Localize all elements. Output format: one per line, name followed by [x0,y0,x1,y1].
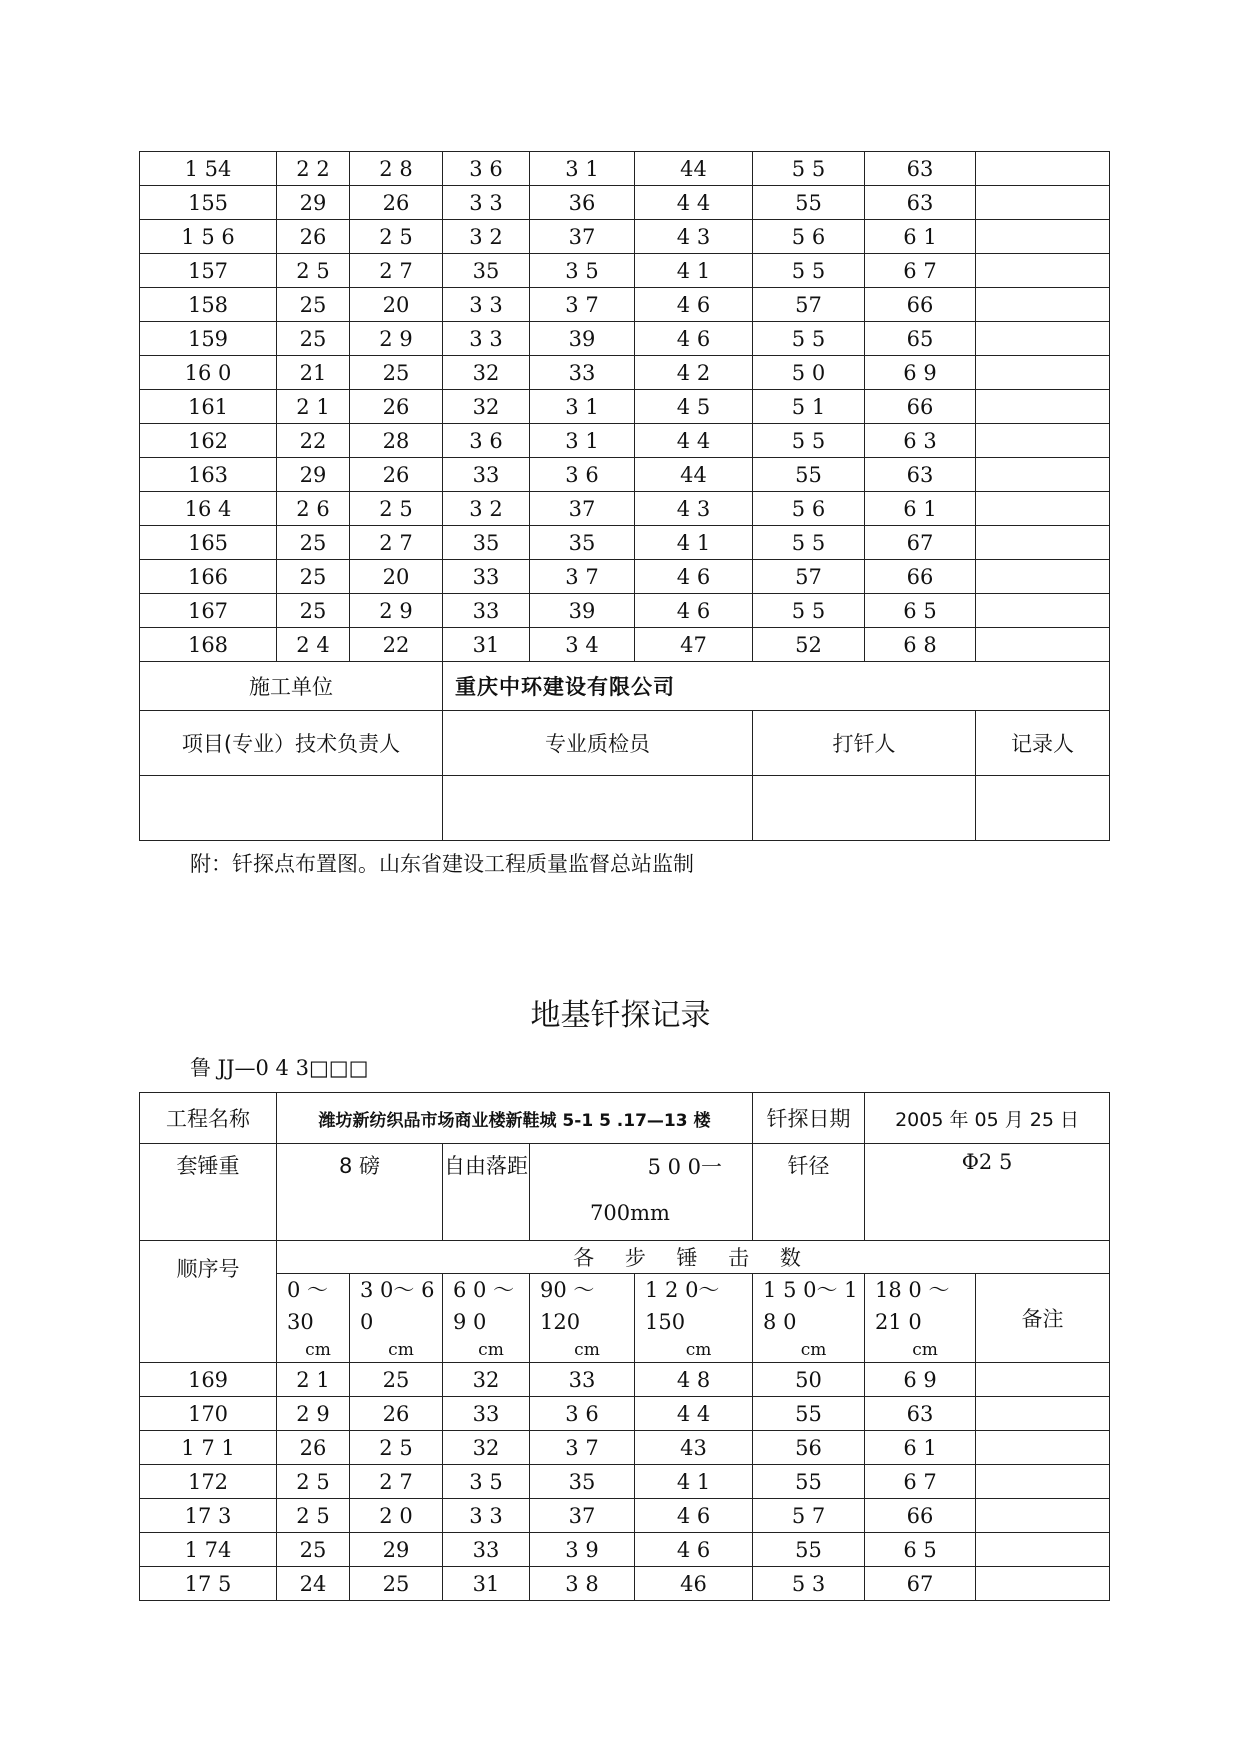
probe-record-table [139,1092,1110,1601]
blow-count-cell: 4 6 [635,1533,753,1567]
blow-count-cell: 6 5 [865,1533,976,1567]
blow-count-cell: 63 [865,458,976,492]
blow-count-cell: 2 5 [277,1465,350,1499]
blow-count-cell: 52 [753,628,865,662]
construction-unit-value: 重庆中环建设有限公司 [443,662,1110,711]
table-row [140,1499,1110,1533]
sequence-number-cell: 163 [140,458,277,492]
quality-inspector-label: 专业质检员 [443,711,753,776]
blow-count-cell: 6 1 [865,220,976,254]
blow-count-cell: 44 [635,152,753,186]
remark-cell [976,1465,1110,1499]
blow-count-cell: 25 [350,356,443,390]
depth-range-text: 3 0～ 6 0 [360,1278,435,1334]
sequence-number-cell: 169 [140,1363,277,1397]
blow-count-cell: 4 6 [635,560,753,594]
blow-count-cell: 2 0 [350,1499,443,1533]
blow-count-cell: 6 8 [865,628,976,662]
blow-count-cell: 44 [635,458,753,492]
blow-count-cell: 33 [443,1533,530,1567]
sequence-number-cell: 170 [140,1397,277,1431]
blow-count-cell: 3 9 [530,1533,635,1567]
blow-count-cell: 28 [350,424,443,458]
free-drop-value [530,1144,753,1241]
blow-count-cell: 26 [350,1397,443,1431]
blow-count-cell: 6 9 [865,356,976,390]
blow-count-cell: 33 [530,356,635,390]
sequence-number-cell: 168 [140,628,277,662]
blow-count-cell: 25 [277,560,350,594]
blow-count-cell: 26 [277,220,350,254]
blow-count-cell: 37 [530,492,635,526]
prober-signature [753,776,976,841]
technical-lead-signature [140,776,443,841]
prober-label: 打钎人 [753,711,976,776]
signature-row [140,776,1110,841]
blow-count-cell: 4 6 [635,1499,753,1533]
depth-range-text: 1 2 0～ 150 [645,1278,720,1334]
blow-count-cell: 6 9 [865,1363,976,1397]
blow-count-cell: 25 [277,322,350,356]
blow-count-cell: 57 [753,560,865,594]
remark-cell [976,458,1110,492]
blow-count-cell: 25 [277,526,350,560]
project-name-value: 潍坊新纺织品市场商业楼新鞋城 5-1 5 .17—13 楼 [277,1093,753,1144]
blow-count-cell: 55 [753,186,865,220]
remark-cell [976,1363,1110,1397]
blow-count-cell: 35 [530,1465,635,1499]
blow-count-cell: 3 6 [443,152,530,186]
depth-unit-text: cm [388,1340,414,1360]
blow-count-cell: 26 [350,390,443,424]
blow-count-cell: 33 [443,560,530,594]
blow-count-cell: 25 [350,1567,443,1601]
table-row [140,288,1110,322]
blow-count-cell: 37 [530,1499,635,1533]
blow-count-cell: 50 [753,1363,865,1397]
sequence-number-cell: 1 7 1 [140,1431,277,1465]
depth-unit-text: cm [305,1340,331,1360]
blow-count-cell: 3 3 [443,186,530,220]
table-row [140,356,1110,390]
sequence-number-cell: 165 [140,526,277,560]
blow-count-cell: 29 [277,458,350,492]
blow-count-cell: 3 1 [530,390,635,424]
sequence-number-cell: 17 5 [140,1567,277,1601]
remark-cell [976,628,1110,662]
blow-count-cell: 57 [753,288,865,322]
project-row [140,1093,1110,1144]
blow-count-cell: 35 [443,254,530,288]
table-row [140,594,1110,628]
sequence-number-label: 顺序号 [140,1241,277,1363]
depth-range-header [530,1274,635,1363]
blow-count-cell: 63 [865,186,976,220]
blow-count-cell: 2 5 [350,220,443,254]
blow-count-cell: 22 [277,424,350,458]
depth-unit-text: cm [800,1340,827,1360]
blow-count-cell: 24 [277,1567,350,1601]
blow-count-cell: 6 5 [865,594,976,628]
blow-count-cell: 4 6 [635,322,753,356]
remark-cell [976,1431,1110,1465]
blow-count-cell: 33 [530,1363,635,1397]
blow-count-cell: 4 6 [635,594,753,628]
probe-date-label: 钎探日期 [753,1093,865,1144]
hammer-weight-label: 套锤重 [140,1144,277,1241]
blow-count-cell: 2 9 [277,1397,350,1431]
blow-count-cell: 3 4 [530,628,635,662]
blow-count-cell: 3 7 [530,288,635,322]
depth-range-text: 0 ～ 30 [287,1278,329,1334]
remark-cell [976,560,1110,594]
blow-count-cell: 5 3 [753,1567,865,1601]
blow-count-cell: 4 6 [635,288,753,322]
table-row [140,220,1110,254]
remark-cell [976,1533,1110,1567]
blow-count-cell: 5 5 [753,254,865,288]
blows-header-row [140,1241,1110,1274]
blow-count-cell: 63 [865,152,976,186]
blow-count-cell: 2 6 [277,492,350,526]
blow-count-cell: 4 1 [635,254,753,288]
blow-count-cell: 63 [865,1397,976,1431]
blow-count-cell: 67 [865,1567,976,1601]
blow-count-cell: 43 [635,1431,753,1465]
blow-count-cell: 3 2 [443,492,530,526]
construction-unit-label: 施工单位 [140,662,443,711]
blow-count-cell: 35 [530,526,635,560]
sequence-number-cell: 16 4 [140,492,277,526]
project-name-label: 工程名称 [140,1093,277,1144]
blow-count-cell: 6 1 [865,492,976,526]
blow-count-cell: 6 7 [865,1465,976,1499]
blow-count-cell: 25 [350,1363,443,1397]
blow-count-cell: 32 [443,1431,530,1465]
blow-count-cell: 5 6 [753,492,865,526]
blow-count-cell: 2 1 [277,1363,350,1397]
table-row [140,152,1110,186]
blow-count-cell: 3 8 [530,1567,635,1601]
blow-count-cell: 31 [443,628,530,662]
depth-unit-text: cm [685,1340,712,1360]
blow-count-cell: 5 7 [753,1499,865,1533]
blow-count-cell: 3 6 [443,424,530,458]
table-row [140,628,1110,662]
blow-count-cell: 55 [753,1533,865,1567]
remark-cell [976,1567,1110,1601]
blow-count-cell: 67 [865,526,976,560]
blow-count-cell: 3 6 [530,1397,635,1431]
depth-range-text: 18 0 ～ 21 0 [875,1278,950,1334]
remark-cell [976,322,1110,356]
blow-count-cell: 39 [530,322,635,356]
blow-count-cell: 2 5 [277,254,350,288]
blow-count-cell: 6 1 [865,1431,976,1465]
blow-count-cell: 33 [443,1397,530,1431]
blow-count-cell: 25 [277,1533,350,1567]
blow-count-cell: 3 3 [443,322,530,356]
table-row [140,424,1110,458]
blow-count-cell: 6 3 [865,424,976,458]
depth-range-text: 1 5 0～ 1 8 0 [763,1278,858,1334]
blow-count-cell: 4 5 [635,390,753,424]
blow-count-cell: 47 [635,628,753,662]
table-row [140,458,1110,492]
blow-count-cell: 5 5 [753,526,865,560]
blow-count-cell: 56 [753,1431,865,1465]
blow-count-cell: 2 9 [350,322,443,356]
remark-cell [976,254,1110,288]
remark-header: 备注 [976,1274,1110,1363]
form-code: 鲁 JJ—0 4 3□□□ [190,1056,369,1080]
blow-count-cell: 6 7 [865,254,976,288]
table-row [140,1431,1110,1465]
hammer-weight-value: 8 磅 [277,1144,443,1241]
remark-cell [976,424,1110,458]
table-row [140,492,1110,526]
rod-diameter-value: Φ2 5 [865,1144,1110,1241]
table-row [140,1533,1110,1567]
table-row [140,254,1110,288]
sequence-number-cell: 159 [140,322,277,356]
remark-cell [976,1397,1110,1431]
blow-count-cell: 32 [443,1363,530,1397]
remark-cell [976,390,1110,424]
sequence-number-cell: 157 [140,254,277,288]
blow-count-cell: 35 [443,526,530,560]
table-row [140,560,1110,594]
rod-diameter-label: 钎径 [753,1144,865,1241]
blow-count-cell: 3 7 [530,560,635,594]
remark-cell [976,492,1110,526]
free-drop-value-line2: 700mm [590,1201,670,1225]
blow-count-cell: 3 5 [443,1465,530,1499]
free-drop-value-line1: 5 0 0一 [647,1155,723,1179]
remark-cell [976,356,1110,390]
signature-header-row [140,711,1110,776]
table-row [140,390,1110,424]
blow-count-cell: 20 [350,288,443,322]
blow-count-cell: 36 [530,186,635,220]
table-row [140,322,1110,356]
blow-count-cell: 4 2 [635,356,753,390]
construction-unit-row [140,662,1110,711]
sequence-number-cell: 1 5 6 [140,220,277,254]
remark-cell [976,152,1110,186]
blow-count-cell: 32 [443,390,530,424]
blow-count-cell: 21 [277,356,350,390]
blow-count-cell: 46 [635,1567,753,1601]
blow-count-cell: 2 7 [350,526,443,560]
table-row [140,1397,1110,1431]
depth-range-text: 6 0 ～ 9 0 [453,1278,515,1334]
blow-count-cell: 66 [865,390,976,424]
blow-count-cell: 26 [350,458,443,492]
blow-count-cell: 65 [865,322,976,356]
blow-count-cell: 3 7 [530,1431,635,1465]
blow-count-cell: 3 3 [443,1499,530,1533]
quality-inspector-signature [443,776,753,841]
footnote: 附：钎探点布置图。山东省建设工程质量监督总站监制 [190,852,694,876]
blow-count-cell: 20 [350,560,443,594]
blow-count-cell: 4 4 [635,1397,753,1431]
sequence-number-cell: 155 [140,186,277,220]
blow-count-cell: 33 [443,458,530,492]
depth-unit-text: cm [574,1340,600,1360]
blow-count-cell: 2 5 [277,1499,350,1533]
remark-cell [976,220,1110,254]
blow-count-cell: 66 [865,560,976,594]
blow-count-cell: 2 9 [350,594,443,628]
blow-count-cell: 29 [350,1533,443,1567]
blow-count-cell: 5 5 [753,152,865,186]
blow-count-cell: 4 3 [635,492,753,526]
sequence-number-cell: 1 54 [140,152,277,186]
depth-range-text: 90 ～ 120 [540,1278,595,1334]
blow-count-cell: 2 1 [277,390,350,424]
blow-count-cell: 2 7 [350,254,443,288]
depth-range-header [635,1274,753,1363]
table-row [140,1567,1110,1601]
free-drop-label: 自由落距 [443,1144,530,1241]
table-row [140,526,1110,560]
depth-unit-text: cm [478,1340,504,1360]
remark-cell [976,288,1110,322]
sequence-number-cell: 162 [140,424,277,458]
blow-count-cell: 31 [443,1567,530,1601]
blow-count-cell: 4 4 [635,186,753,220]
sequence-number-cell: 158 [140,288,277,322]
remark-cell [976,186,1110,220]
blow-count-cell: 3 5 [530,254,635,288]
blow-count-cell: 26 [350,186,443,220]
table-row [140,1363,1110,1397]
blow-count-cell: 5 0 [753,356,865,390]
blow-count-cell: 29 [277,186,350,220]
depth-range-header [443,1274,530,1363]
blow-count-cell: 2 7 [350,1465,443,1499]
blow-count-cell: 2 5 [350,492,443,526]
blow-count-cell: 37 [530,220,635,254]
blow-count-cell: 5 5 [753,594,865,628]
remark-cell [976,594,1110,628]
blow-count-cell: 4 4 [635,424,753,458]
blow-count-cell: 66 [865,288,976,322]
depth-unit-text: cm [912,1340,938,1360]
blow-count-cell: 25 [277,288,350,322]
table-row [140,1465,1110,1499]
blow-count-cell: 5 5 [753,424,865,458]
blow-count-cell: 5 6 [753,220,865,254]
blow-count-cell: 32 [443,356,530,390]
depth-range-header [865,1274,976,1363]
blow-count-cell: 3 6 [530,458,635,492]
blow-count-cell: 66 [865,1499,976,1533]
technical-lead-label: 项目(专业）技术负责人 [140,711,443,776]
blow-count-cell: 25 [277,594,350,628]
blow-count-cell: 55 [753,458,865,492]
blow-count-cell: 26 [277,1431,350,1465]
sequence-number-cell: 167 [140,594,277,628]
sequence-number-cell: 166 [140,560,277,594]
blow-count-cell: 5 5 [753,322,865,356]
remark-cell [976,1499,1110,1533]
blow-count-header: 各 步 锤 击 数 [277,1241,1110,1274]
probe-record-table-continued [139,151,1110,841]
depth-range-header [277,1274,350,1363]
document-title: 地基钎探记录 [530,998,711,1033]
blow-count-cell: 3 3 [443,288,530,322]
blow-count-cell: 2 5 [350,1431,443,1465]
blow-count-cell: 55 [753,1465,865,1499]
blow-count-cell: 2 4 [277,628,350,662]
blow-count-cell: 55 [753,1397,865,1431]
sequence-number-cell: 1 74 [140,1533,277,1567]
blow-count-cell: 3 1 [530,424,635,458]
blow-count-cell: 5 1 [753,390,865,424]
blow-count-cell: 22 [350,628,443,662]
remark-cell [976,526,1110,560]
blow-count-cell: 2 8 [350,152,443,186]
recorder-signature [976,776,1110,841]
depth-header-row [140,1274,1110,1363]
blow-count-cell: 4 1 [635,1465,753,1499]
blow-count-cell: 4 1 [635,526,753,560]
probe-date-value: 2005 年 05 月 25 日 [865,1093,1110,1144]
sequence-number-cell: 17 3 [140,1499,277,1533]
sequence-number-cell: 161 [140,390,277,424]
sequence-number-cell: 172 [140,1465,277,1499]
sequence-number-cell: 16 0 [140,356,277,390]
blow-count-cell: 39 [530,594,635,628]
recorder-label: 记录人 [976,711,1110,776]
blow-count-cell: 4 8 [635,1363,753,1397]
parameters-row [140,1144,1110,1241]
table-row [140,186,1110,220]
blow-count-cell: 4 3 [635,220,753,254]
blow-count-cell: 3 1 [530,152,635,186]
blow-count-cell: 2 2 [277,152,350,186]
blow-count-cell: 3 2 [443,220,530,254]
blow-count-cell: 33 [443,594,530,628]
depth-range-header [753,1274,865,1363]
depth-range-header [350,1274,443,1363]
